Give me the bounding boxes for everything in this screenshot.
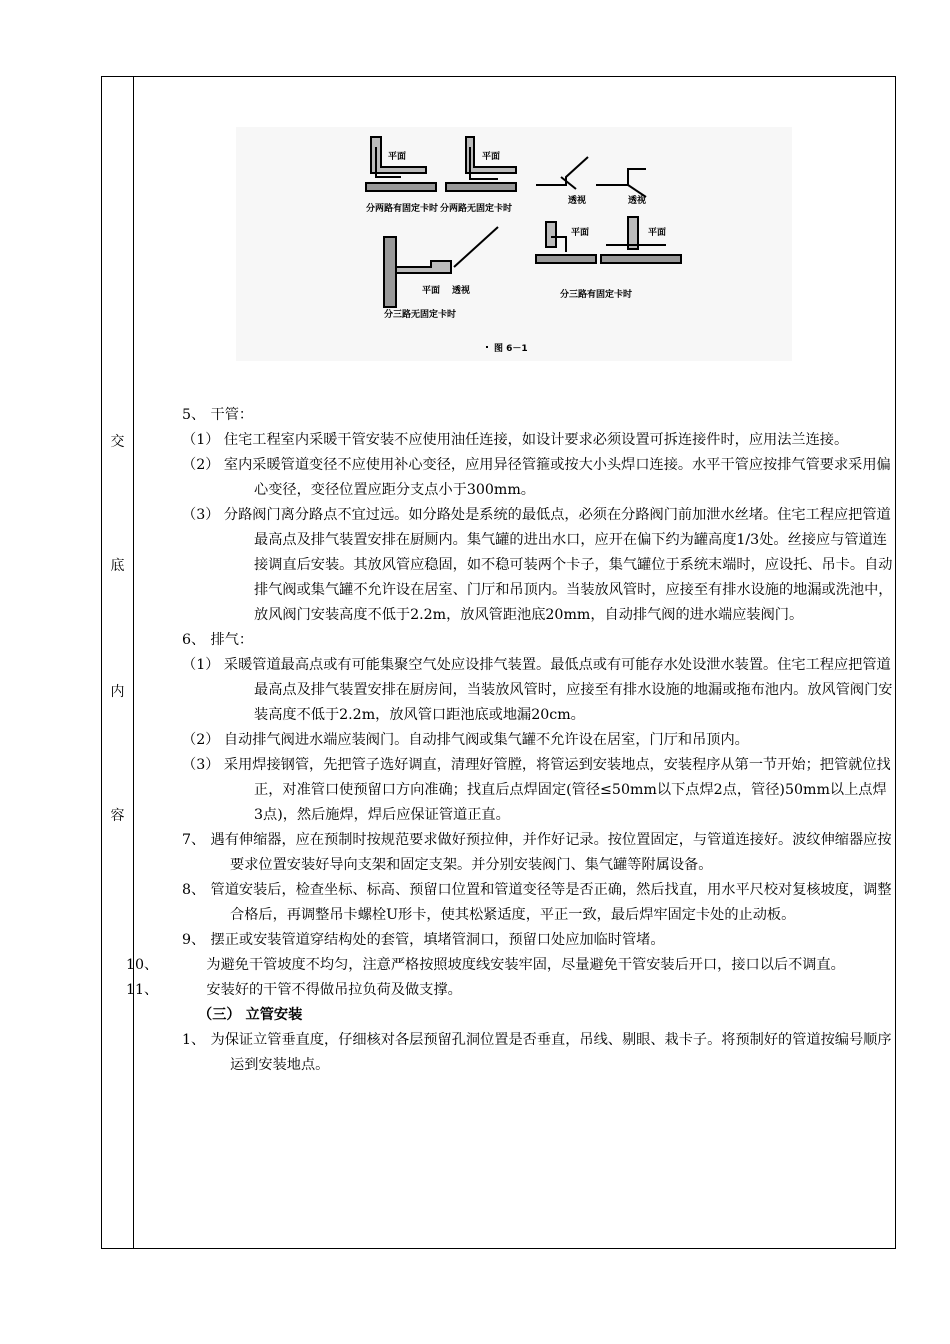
paragraph: 7、 遇有伸缩器，应在预制时按规范要求做好预拉伸，并作好记录。按位置固定，与管道连接好。波纹伸缩器应按要求位置安装好导向支架和固定支架。并分别安装阀门、集气罐等附属设备。 (182, 832, 892, 873)
paragraph (134, 653, 895, 728)
paragraph (134, 428, 895, 453)
figure-label: 透视 (628, 196, 647, 206)
paragraph (134, 753, 895, 828)
item-text: 采用焊接钢管，先把管子选好调直，清理好管膛，将管运到安装地点，安装程序从第一节开始；把管就位找正，对准管口使预留口方向准确；找直后点焊固定(管径≤50mm以下点焊2点，管径)50mm以上点焊3点)，然后施焊，焊后应保证管道正直。 (223, 757, 891, 823)
figure-label: 平面 (482, 152, 501, 162)
paragraph: 10、 为避免干管坡度不均匀，注意严格按照坡度线安装牢固，尽量避免干管安装后开口，接口以后不调直。 (126, 957, 845, 973)
figure-label: 平面 (422, 286, 441, 296)
paragraph: 1、 为保证立管垂直度，仔细核对各层预留孔洞位置是否垂直，吊线、剔眼、栽卡子。将预制好的管道按编号顺序运到安装地点。 (182, 1032, 892, 1073)
figure-label: 透视 (568, 196, 587, 206)
pipe-branch-figure (236, 127, 792, 361)
item-text: 摆正或安装管道穿结构处的套管，填堵管洞口，预留口处应加临时管堵。 (210, 932, 665, 948)
paragraph: 11、 安装好的干管不得做吊拉负荷及做支撑。 (126, 982, 462, 998)
side-label-column (102, 77, 134, 1248)
figure-label: 平面 (571, 228, 590, 238)
paragraph: 9、 摆正或安装管道穿结构处的套管，填堵管洞口，预留口处应加临时管堵。 (182, 932, 665, 948)
side-label-char: 内 (110, 684, 125, 700)
figure-caption: 图 6－1 (494, 344, 528, 354)
figure-label: 平面 (388, 152, 407, 162)
paragraph: 6、 排气： (182, 632, 254, 648)
paragraph: 5、 干管： (182, 407, 254, 423)
item-text: 住宅工程室内采暖干管安装不应使用油任连接，如设计要求必须设置可拆连接件时，应用法兰连接。 (223, 432, 849, 448)
item-text: 自动排气阀进水端应装阀门。自动排气阀或集气罐不允许设在居室，门厅和吊顶内。 (223, 732, 749, 748)
paragraph (134, 503, 895, 628)
side-label-char: 交 (110, 434, 125, 450)
figure-label: 透视 (452, 286, 471, 296)
paragraph: 8、 管道安装后，检查坐标、标高、预留口位置和管道变径等是否正确，然后找直，用水平尺校对复核坡度，调整合格后，再调整吊卡螺栓U形卡，使其松紧适度，平正一致，最后焊牢固定卡处的止动板。 (182, 882, 892, 923)
document-table (101, 76, 896, 1249)
item-text: 排气： (210, 632, 254, 648)
figure-label: 平面 (648, 228, 667, 238)
figure-label: 分两路有固定卡时 (366, 204, 439, 214)
item-text: 采暖管道最高点或有可能集聚空气处应设排气装置。最低点或有可能存水处设泄水装置。住宅工程应把管道最高点及排气装置安排在厨房间，当装放风管时，应接至有排水设施的地漏或拖布池内。放风管阀门安装高度不低于2.2m，放风管口距池底或地漏20cm。 (223, 657, 893, 723)
body-text (126, 403, 895, 1078)
item-number: （3） (182, 507, 220, 523)
item-text: 室内采暖管道变径不应使用补心变径，应用异径管箍或按大小头焊口连接。水平干管应按排气管要求采用偏心变径，变径位置应距分支点小于300mm。 (223, 457, 891, 498)
item-number: （2） (182, 457, 220, 473)
figure-label: 分三路有固定卡时 (560, 290, 633, 300)
figure-label: 分两路无固定卡时 (440, 204, 513, 214)
item-number: （3） (182, 757, 220, 773)
item-text: 分路阀门离分路点不宜过远。如分路处是系统的最低点，必须在分路阀门前加泄水丝堵。住宅工程应把管道最高点及排气装置安排在厨厕内。集气罐的进出水口，应开在偏下约为罐高度1/3处。丝接应与管道连接调直后安装。其放风管应稳固，如不稳可装两个卡子，集气罐位于系统末端时，应设托、吊卡。自动排气阀或集气罐不允许设在居室、门厅和吊顶内。当装放风管时，应接至有排水设施的地漏或洗池中，放风阀门安装高度不低于2.2m，放风管距池底20mm，自动排气阀的进水端应装阀门。 (223, 507, 893, 623)
paragraph (134, 728, 895, 753)
item-number: （2） (182, 732, 220, 748)
item-text: 为避免干管坡度不均匀，注意严格按照坡度线安装牢固，尽量避免干管安装后开口，接口以后不调直。 (206, 957, 845, 973)
item-text: 干管： (210, 407, 254, 423)
item-text: 为保证立管垂直度，仔细核对各层预留孔洞位置是否垂直，吊线、剔眼、栽卡子。将预制好的管道按编号顺序运到安装地点。 (210, 1032, 892, 1073)
item-text: 安装好的干管不得做吊拉负荷及做支撑。 (206, 982, 462, 998)
item-text: （三） 立管安装 (198, 1007, 303, 1023)
side-label-char: 底 (110, 558, 125, 574)
section-heading (134, 1003, 895, 1028)
item-text: 遇有伸缩器，应在预制时按规范要求做好预拉伸，并作好记录。按位置固定，与管道连接好。波纹伸缩器应按要求位置安装好导向支架和固定支架。并分别安装阀门、集气罐等附属设备。 (210, 832, 892, 873)
figure-label: 分三路无固定卡时 (384, 310, 457, 320)
item-text: 管道安装后，检查坐标、标高、预留口位置和管道变径等是否正确，然后找直，用水平尺校对复核坡度，调整合格后，再调整吊卡螺栓U形卡，使其松紧适度，平正一致，最后焊牢固定卡处的止动板。 (210, 882, 892, 923)
content-cell (126, 77, 895, 1248)
side-label-char: 容 (110, 808, 125, 824)
paragraph (134, 453, 895, 503)
item-number: （1） (182, 657, 220, 673)
item-number: （1） (182, 432, 220, 448)
